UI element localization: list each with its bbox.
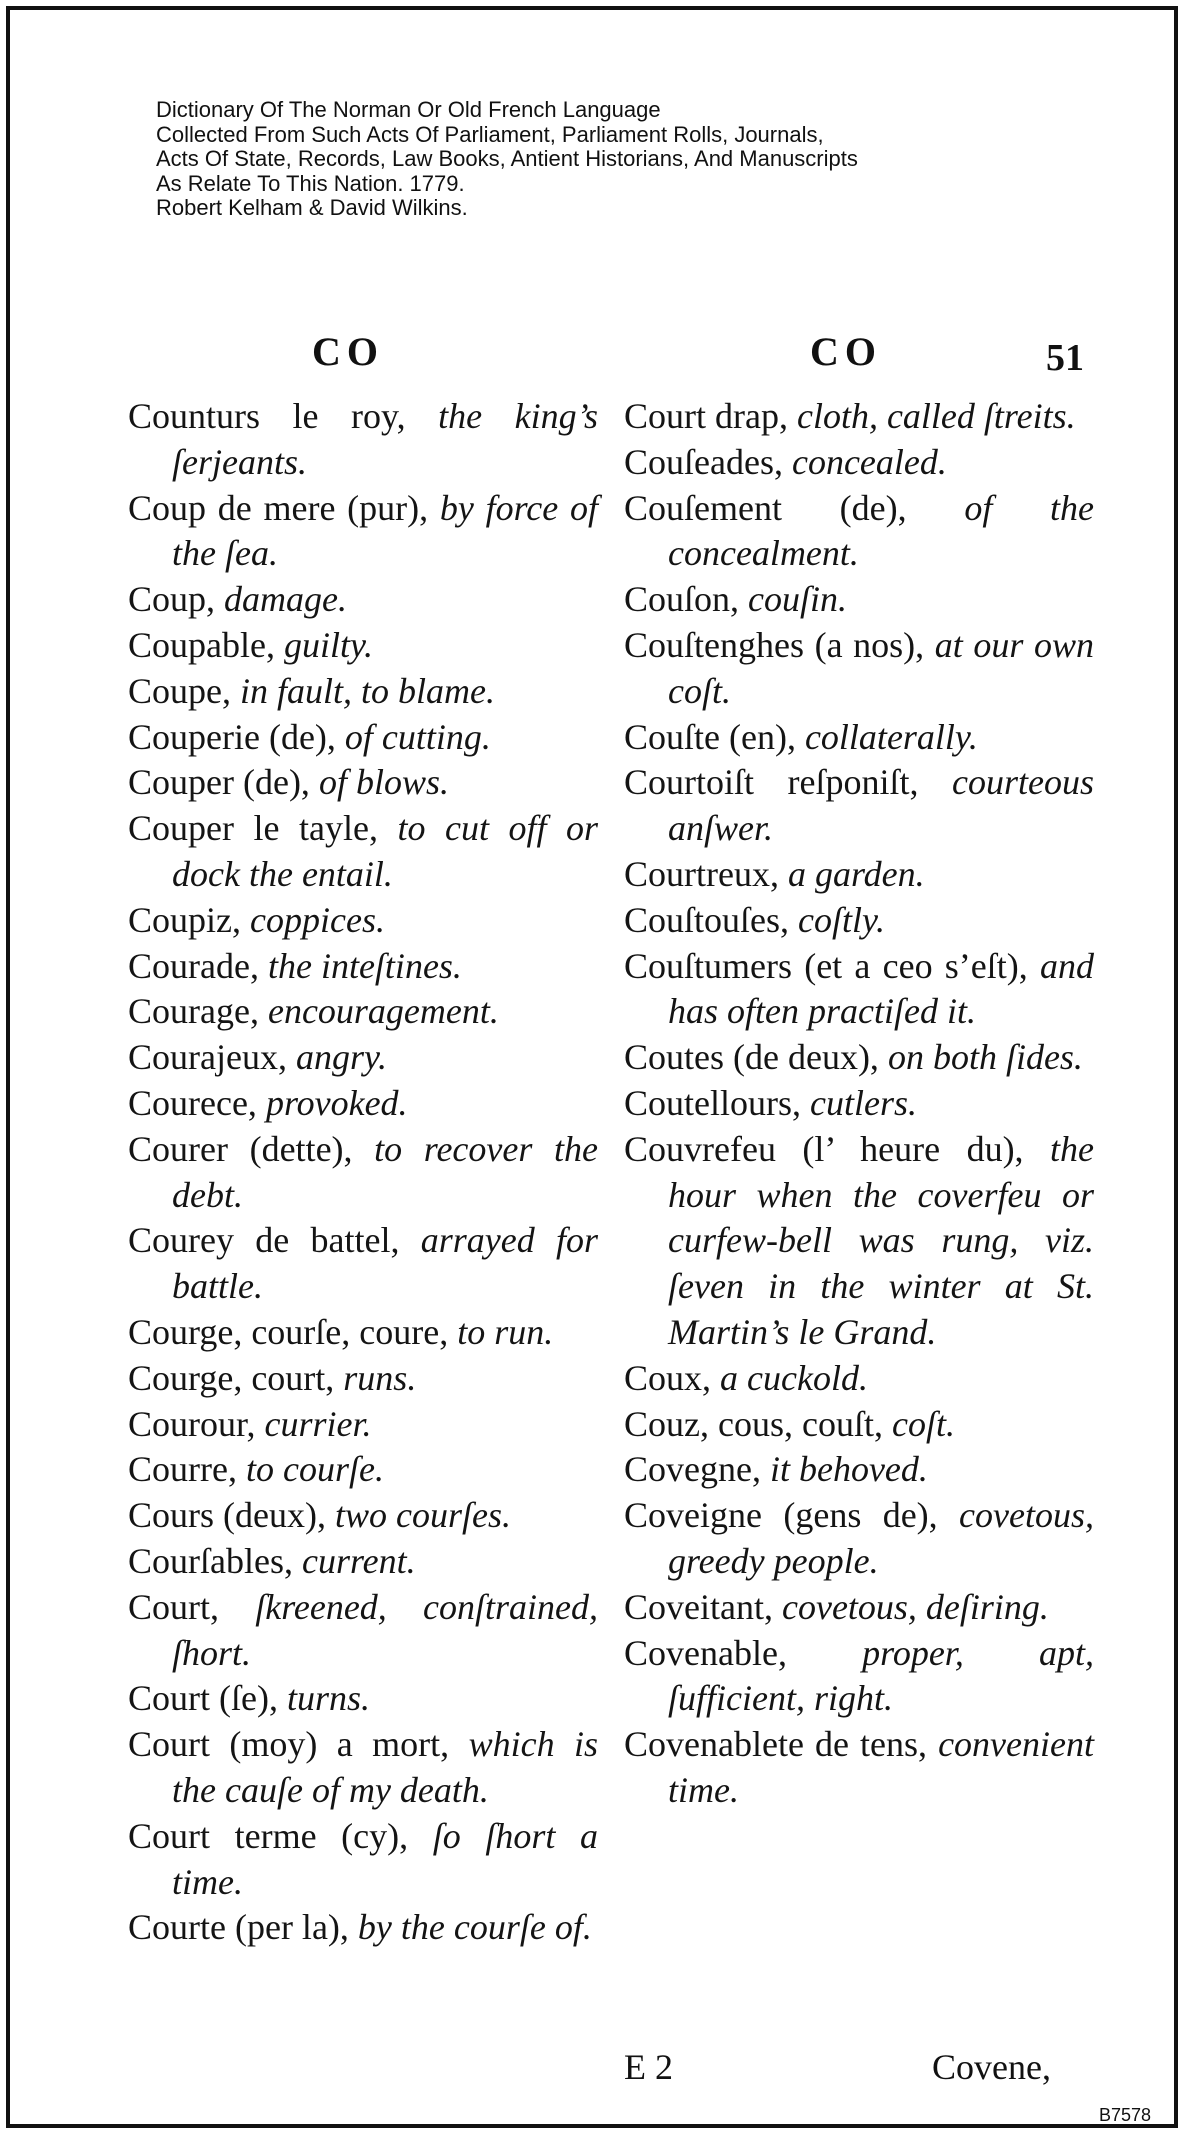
entry-headword: Couvrefeu (l’ heure du), xyxy=(624,1128,1051,1169)
entry-definition: to courſe. xyxy=(245,1449,384,1490)
entry-headword: Couſement (de), xyxy=(624,487,965,528)
entry-definition: on both ſides. xyxy=(887,1037,1083,1078)
entry-headword: Court terme (cy), xyxy=(128,1815,433,1856)
dictionary-entry xyxy=(128,577,598,623)
entry-definition: damage. xyxy=(224,579,347,620)
dictionary-entry xyxy=(128,1493,598,1539)
entry-headword: Courſables, xyxy=(128,1540,302,1581)
entry-definition: coppices. xyxy=(250,899,385,940)
entry-definition: runs. xyxy=(343,1357,417,1398)
entry-headword: Couſeades, xyxy=(624,441,792,482)
entry-headword: Courre, xyxy=(128,1449,246,1490)
entry-headword: Couſtumers (et a ceo s’eſt), xyxy=(624,945,1040,986)
entry-definition: arrayed for battle. xyxy=(172,1220,598,1307)
dictionary-entry xyxy=(128,1585,598,1677)
running-head-right: CO xyxy=(810,329,882,374)
caption-line: Collected From Such Acts Of Parliament, Parliament Rolls, Journals, xyxy=(156,121,824,147)
entry-definition: currier. xyxy=(264,1403,372,1444)
entry-definition: of the concealment. xyxy=(668,487,1095,574)
dictionary-entry xyxy=(128,944,598,990)
dictionary-entry xyxy=(624,394,1094,440)
entry-definition: concealed. xyxy=(791,441,947,482)
entry-definition: coſt. xyxy=(891,1403,955,1444)
dictionary-entry xyxy=(128,669,598,715)
dictionary-entry xyxy=(624,852,1094,898)
entry-headword: Couſtenghes (a nos), xyxy=(624,624,935,665)
dictionary-entry xyxy=(624,1631,1094,1723)
entry-headword: Court, xyxy=(128,1586,256,1627)
entry-headword: Court (ſe), xyxy=(128,1678,287,1719)
dictionary-entry xyxy=(624,760,1094,852)
dictionary-entry xyxy=(128,1814,598,1906)
entry-headword: Counturs le roy, xyxy=(128,396,439,436)
entry-headword: Covegne, xyxy=(624,1449,770,1490)
entry-definition: covetous, deſiring. xyxy=(781,1586,1049,1627)
entry-definition: the inteſtines. xyxy=(267,945,462,986)
entry-headword: Cours (deux), xyxy=(128,1495,335,1536)
caption-line: Acts Of State, Records, Law Books, Antient Historians, And Manuscripts xyxy=(156,146,858,171)
entry-definition: courteous anſwer. xyxy=(668,762,1094,849)
signature-mark: E 2 xyxy=(624,2047,673,2087)
entry-definition: ſo ſhort a time. xyxy=(172,1815,599,1902)
entry-definition: of blows. xyxy=(318,762,449,803)
entry-headword: Courge, court, xyxy=(128,1357,344,1398)
entry-definition: cutlers. xyxy=(810,1082,917,1123)
entry-definition: the king’s ſerjeants. xyxy=(172,396,598,482)
entry-headword: Courece, xyxy=(128,1082,266,1123)
dictionary-entry xyxy=(128,1539,598,1585)
dictionary-entry xyxy=(624,1722,1094,1814)
entry-definition: cloth, called ſtreits. xyxy=(796,396,1076,436)
dictionary-entry xyxy=(128,898,598,944)
dictionary-entry xyxy=(128,760,598,806)
entry-headword: Courade, xyxy=(128,945,268,986)
dictionary-entry xyxy=(128,806,598,898)
entry-definition: turns. xyxy=(286,1678,370,1719)
dictionary-entry xyxy=(624,1356,1094,1402)
entry-headword: Covenablete de tens, xyxy=(624,1724,939,1765)
entry-headword: Coup de mere (pur), xyxy=(128,487,440,528)
entry-definition: the hour when the coverfeu or curfew-bell was rung, viz. ſeven in the winter at St. Martin’s le Grand. xyxy=(668,1128,1094,1352)
entry-headword: Court (moy) a mort, xyxy=(128,1724,469,1765)
dictionary-entry xyxy=(128,486,598,578)
entry-definition: in fault, to blame. xyxy=(240,670,495,711)
entry-headword: Coupe, xyxy=(128,670,240,711)
scanned-page xyxy=(6,6,1178,2128)
caption-line: As Relate To This Nation. 1779. xyxy=(156,170,465,196)
entry-definition: angry. xyxy=(295,1037,387,1078)
entry-definition: provoked. xyxy=(265,1082,408,1123)
entry-headword: Coup, xyxy=(128,579,225,620)
entry-headword: Courey de battel, xyxy=(128,1220,421,1261)
entry-headword: Coveigne (gens de), xyxy=(624,1495,960,1536)
entry-headword: Court drap, xyxy=(624,396,797,436)
entry-headword: Couſon, xyxy=(624,579,749,620)
dictionary-entry xyxy=(624,1585,1094,1631)
entry-definition: a garden. xyxy=(787,853,925,894)
dictionary-entry xyxy=(128,1035,598,1081)
book-caption xyxy=(156,98,858,221)
entry-definition: to recover the debt. xyxy=(172,1128,598,1215)
dictionary-entry xyxy=(624,944,1094,1036)
dictionary-entry xyxy=(128,1218,598,1310)
dictionary-entry xyxy=(624,715,1094,761)
dictionary-entry xyxy=(128,1081,598,1127)
entry-headword: Coveitant, xyxy=(624,1586,782,1627)
entry-definition: by the courſe of. xyxy=(357,1907,592,1948)
entry-headword: Courour, xyxy=(128,1403,265,1444)
entry-headword: Coux, xyxy=(624,1357,721,1398)
entry-headword: Couz, cous, couſt, xyxy=(624,1403,892,1444)
entry-headword: Couperie (de), xyxy=(128,716,345,757)
caption-line: Robert Kelham & David Wilkins. xyxy=(156,195,468,220)
entry-definition: which is the cauſe of my death. xyxy=(172,1724,598,1810)
dictionary-entry xyxy=(624,1447,1094,1493)
dictionary-entry xyxy=(128,1402,598,1448)
dictionary-entry xyxy=(624,577,1094,623)
page-number: 51 xyxy=(1046,337,1084,379)
left-column xyxy=(128,394,598,1951)
archive-stamp: B7578 xyxy=(1099,2105,1152,2125)
catchword: Covene, xyxy=(932,2047,1051,2087)
entry-definition: a cuckold. xyxy=(720,1357,868,1398)
entry-definition: guilty. xyxy=(283,624,373,665)
caption-line: Dictionary Of The Norman Or Old French Language xyxy=(156,97,661,122)
entry-definition: of cutting. xyxy=(344,716,491,757)
entry-headword: Courtoiſt reſponiſt, xyxy=(624,762,953,803)
dictionary-entry xyxy=(624,1402,1094,1448)
dictionary-entry xyxy=(128,1676,598,1722)
entry-definition: and has often practiſed it. xyxy=(668,945,1094,1032)
entry-definition: two courſes. xyxy=(334,1495,511,1536)
entry-headword: Covenable, xyxy=(624,1632,863,1673)
entry-headword: Courtreux, xyxy=(624,853,788,894)
dictionary-entry xyxy=(624,1081,1094,1127)
dictionary-entry xyxy=(128,1127,598,1219)
entry-definition: at our own coſt. xyxy=(668,624,1094,711)
entry-definition: current. xyxy=(301,1540,416,1581)
right-column xyxy=(624,394,1094,1814)
dictionary-entry xyxy=(624,486,1094,578)
dictionary-entry xyxy=(128,1722,598,1814)
dictionary-entry xyxy=(128,623,598,669)
dictionary-entry xyxy=(128,989,598,1035)
running-head-left: CO xyxy=(312,329,384,374)
entry-definition: ſkreened, conſtrained, ſhort. xyxy=(172,1586,598,1673)
dictionary-entry xyxy=(624,1035,1094,1081)
entry-headword: Courte (per la), xyxy=(128,1907,358,1948)
entry-definition: by force of the ſea. xyxy=(172,487,598,574)
dictionary-entry xyxy=(624,1493,1094,1585)
entry-definition: proper, apt, ſufficient, right. xyxy=(668,1632,1094,1719)
entry-headword: Courajeux, xyxy=(128,1037,296,1078)
entry-headword: Coutes (de deux), xyxy=(624,1037,888,1078)
entry-definition: convenient time. xyxy=(668,1724,1094,1810)
entry-headword: Coutellours, xyxy=(624,1082,810,1123)
entry-definition: encouragement. xyxy=(267,991,499,1032)
entry-headword: Coupiz, xyxy=(128,899,250,940)
dictionary-entry xyxy=(128,1905,598,1951)
entry-definition: collaterally. xyxy=(804,716,978,757)
entry-headword: Courage, xyxy=(128,991,268,1032)
entry-headword: Couper le tayle, xyxy=(128,808,398,849)
entry-definition: to run. xyxy=(457,1311,554,1352)
entry-definition: it behoved. xyxy=(769,1449,928,1490)
entry-headword: Courer (dette), xyxy=(128,1128,375,1169)
entry-definition: covetous, greedy people. xyxy=(668,1495,1094,1581)
dictionary-entry xyxy=(128,1447,598,1493)
entry-headword: Coupable, xyxy=(128,624,284,665)
entry-definition: coſtly. xyxy=(798,899,885,940)
dictionary-entry xyxy=(128,715,598,761)
dictionary-entry xyxy=(624,898,1094,944)
entry-headword: Courge, courſe, coure, xyxy=(128,1311,458,1352)
entry-definition: couſin. xyxy=(748,579,847,620)
dictionary-entry xyxy=(128,394,598,486)
entry-definition: to cut off or dock the entail. xyxy=(172,808,599,894)
dictionary-entry xyxy=(624,440,1094,486)
entry-headword: Couper (de), xyxy=(128,762,319,803)
dictionary-entry xyxy=(624,623,1094,715)
dictionary-entry xyxy=(624,1127,1094,1356)
entry-headword: Couſtouſes, xyxy=(624,899,799,940)
dictionary-entry xyxy=(128,1310,598,1356)
dictionary-entry xyxy=(128,1356,598,1402)
entry-headword: Couſte (en), xyxy=(624,716,805,757)
